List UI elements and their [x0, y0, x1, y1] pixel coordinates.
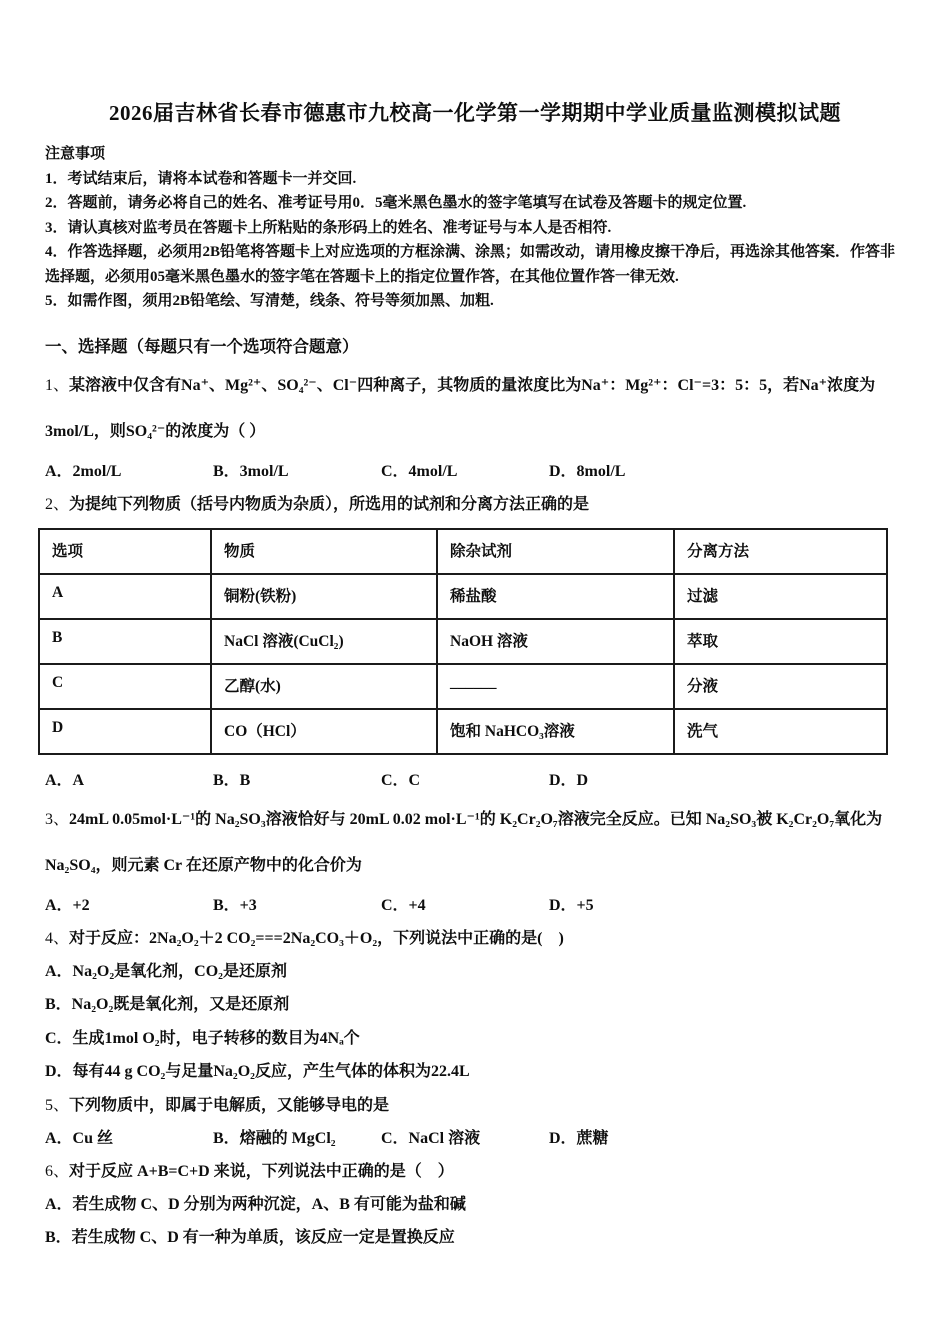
question-1-stem — [45, 363, 905, 455]
q1-option-d: D．8mol/L — [549, 462, 626, 480]
cell-b-method: 萃取 — [674, 619, 887, 664]
q3-option-d: D．+5 — [549, 896, 594, 914]
notice-section — [45, 142, 905, 314]
cell-c-substance: 乙醇(水) — [211, 664, 437, 709]
q4-option-c: C．生成1mol O₂时，电子转移的数目为4Nₐ个 — [45, 1029, 360, 1047]
q3-option-a: A．+2 — [45, 896, 90, 914]
q6-option-a: A．若生成物 C、D 分别为两种沉淀，A、B 有可能为盐和碱 — [45, 1195, 466, 1213]
question-3-stem — [45, 797, 905, 889]
q2-option-c: C．C — [381, 771, 421, 789]
question-1-text: 某溶液中仅含有Na⁺、Mg²⁺、SO₄²⁻、Cl⁻四种离子，其物质的量浓度比为Na⁺：Mg²⁺：Cl⁻=3：5：5，若Na⁺浓度为3mol/L，则SO₄²⁻的浓度为（ ） — [45, 376, 876, 440]
notice-item-3: 3．请认真核对监考员在答题卡上所粘贴的条形码上的姓名、准考证号与本人是否相符. — [45, 219, 612, 236]
question-6-number: 6、 — [45, 1162, 70, 1180]
question-6-stem — [45, 1155, 905, 1188]
question-1-number: 1、 — [45, 376, 70, 394]
q2-option-b: B．B — [213, 771, 251, 789]
question-4 — [45, 922, 905, 1089]
q6-option-b: B．若生成物 C、D 有一种为单质，该反应一定是置换反应 — [45, 1229, 455, 1246]
notice-item-5: 5．如需作图，须用2B铅笔绘、写清楚，线条、符号等须加黑、加粗. — [45, 293, 494, 309]
cell-c-option: C — [39, 664, 211, 709]
notice-item-2: 2．答题前，请务必将自己的姓名、准考证号用0．5毫米黑色墨水的签字笔填写在试卷及答题卡的规定位置. — [45, 195, 747, 211]
q2-option-d: D．D — [549, 771, 589, 789]
question-2-text: 为提纯下列物质（括号内物质为杂质），所选用的试剂和分离方法正确的是 — [69, 495, 590, 513]
question-3-number: 3、 — [45, 810, 70, 828]
q1-option-b: B．3mol/L — [213, 462, 289, 480]
cell-a-method: 过滤 — [674, 574, 887, 619]
cell-d-substance: CO（HCl） — [211, 709, 437, 754]
cell-d-method: 洗气 — [674, 709, 887, 754]
table-row-b — [39, 619, 887, 664]
question-2 — [45, 488, 905, 797]
table-row-a — [39, 574, 887, 619]
notice-item-1: 1．考试结束后，请将本试卷和答题卡一并交回. — [45, 170, 357, 187]
q4-option-a: A．Na₂O₂是氧化剂，CO₂是还原剂 — [45, 962, 287, 980]
cell-a-substance: 铜粉(铁粉) — [211, 574, 437, 619]
q2-option-a: A．A — [45, 771, 85, 789]
q1-option-a: A．2mol/L — [45, 462, 122, 480]
q5-option-d: D．蔗糖 — [549, 1129, 609, 1147]
question-5-number: 5、 — [45, 1096, 70, 1114]
question-4-number: 4、 — [45, 929, 70, 947]
table-row-c — [39, 664, 887, 709]
q5-option-a: A．Cu 丝 — [45, 1129, 114, 1147]
q5-option-b: B．熔融的 MgCl₂ — [213, 1129, 336, 1147]
question-3 — [45, 797, 905, 922]
question-3-options — [45, 889, 905, 922]
question-2-number: 2、 — [45, 495, 70, 513]
question-5-stem — [45, 1089, 905, 1122]
cell-a-option: A — [39, 574, 211, 619]
table-header-reagent: 除杂试剂 — [437, 529, 674, 574]
cell-b-reagent: NaOH 溶液 — [437, 619, 674, 664]
question-6 — [45, 1155, 905, 1255]
cell-d-option: D — [39, 709, 211, 754]
question-1-options — [45, 455, 905, 488]
q4-option-b: B．Na₂O₂既是氧化剂，又是还原剂 — [45, 996, 290, 1013]
cell-a-reagent: 稀盐酸 — [437, 574, 674, 619]
q3-option-c: C．+4 — [381, 896, 426, 914]
question-1 — [45, 363, 905, 488]
question-5-options — [45, 1122, 905, 1155]
question-3-text: 24mL 0.05mol·L⁻¹的 Na₂SO₃溶液恰好与 20mL 0.02 mol·L⁻¹的 K₂Cr₂O₇溶液完全反应。已知 Na₂SO₃被 K₂Cr₂O₇氧化为 Na₂SO₄，则元素 Cr 在还原产物中的化合价为 — [45, 810, 883, 874]
notice-heading: 注意事项 — [45, 146, 106, 162]
purification-table — [38, 528, 888, 755]
cell-c-reagent: ______ — [437, 664, 674, 709]
q5-option-c: C．NaCl 溶液 — [381, 1129, 481, 1147]
question-5-text: 下列物质中，即属于电解质，又能够导电的是 — [69, 1096, 390, 1114]
cell-b-option: B — [39, 619, 211, 664]
table-header-row — [39, 529, 887, 574]
page-title: 2026届吉林省长春市德惠市九校高一化学第一学期期中学业质量监测模拟试题 — [109, 101, 841, 125]
question-5 — [45, 1089, 905, 1155]
cell-c-method: 分液 — [674, 664, 887, 709]
table-row-d — [39, 709, 887, 754]
question-2-stem — [45, 488, 905, 521]
question-6-text: 对于反应 A+B=C+D 来说，下列说法中正确的是（ ） — [69, 1162, 454, 1180]
question-2-options — [45, 764, 905, 797]
table-header-substance: 物质 — [211, 529, 437, 574]
q3-option-b: B．+3 — [213, 896, 257, 914]
question-4-text: 对于反应：2Na₂O₂＋2 CO₂===2Na₂CO₃＋O₂，下列说法中正确的是( ) — [69, 929, 564, 947]
q1-option-c: C．4mol/L — [381, 462, 458, 480]
notice-item-4: 4．作答选择题，必须用2B铅笔将答题卡上对应选项的方框涂满、涂黑；如需改动，请用橡皮擦干净后，再选涂其他答案．作答非选择题，必须用05毫米黑色墨水的签字笔在答题卡上的指定位置作答，在其他位置作答一律无效. — [45, 244, 896, 285]
cell-d-reagent: 饱和 NaHCO₃溶液 — [437, 709, 674, 754]
table-header-method: 分离方法 — [674, 529, 887, 574]
cell-b-substance: NaCl 溶液(CuCl₂) — [211, 619, 437, 664]
question-4-stem — [45, 922, 905, 955]
table-header-option: 选项 — [39, 529, 211, 574]
section-heading: 一、选择题（每题只有一个选项符合题意） — [45, 336, 359, 356]
q4-option-d: D．每有44 g CO₂与足量Na₂O₂反应，产生气体的体积为22.4L — [45, 1063, 470, 1080]
